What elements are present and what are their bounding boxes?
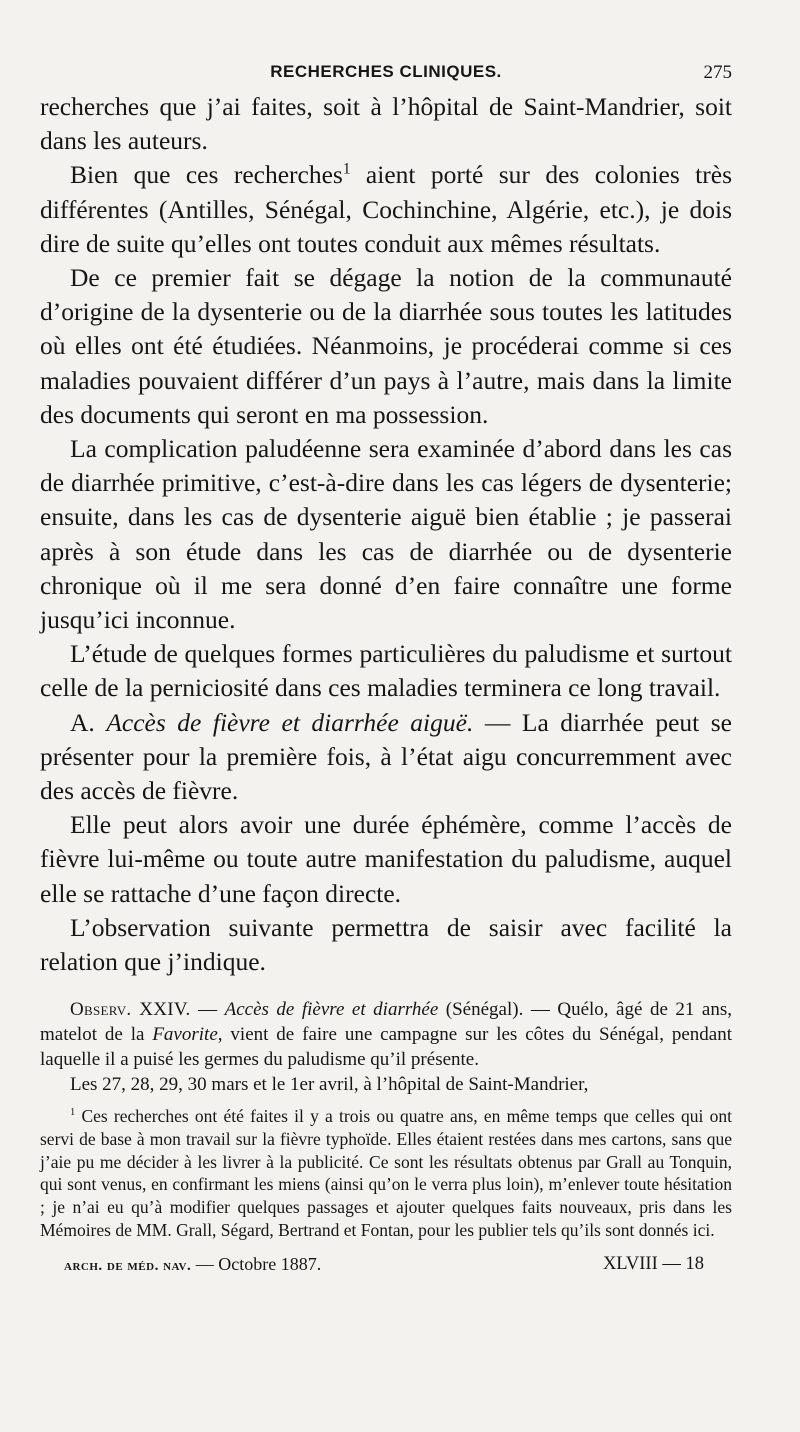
- paragraph-5: L’étude de quelques formes particulières du paludisme et surtout celle de la perniciosité dans ces maladies terminera ce long travail.: [40, 639, 732, 703]
- paragraph-6: [40, 706, 732, 809]
- volume-signature: XLVIII — 18: [602, 1253, 704, 1274]
- observation-separator: —: [190, 999, 225, 1021]
- journal-abbreviation: arch. de méd. nav.: [64, 1257, 192, 1274]
- paragraph-8: L’observation suivante permettra de saisir avec facilité la relation que j’indique.: [40, 912, 732, 977]
- ship-name: Favorite: [152, 1024, 218, 1046]
- observation-label: Observ. XXIV.: [70, 999, 191, 1021]
- running-head-title: RECHERCHES CLINIQUES.: [270, 62, 502, 81]
- footnote-marker: 1: [70, 1107, 76, 1119]
- footer-journal-date: [64, 1254, 321, 1275]
- paragraph-2: [40, 158, 732, 261]
- observation-title: Accès de fièvre et diarrhée: [224, 999, 439, 1021]
- paragraph-7: Elle peut alors avoir une durée éphémère, comme l’accès de fièvre lui-même ou toute autre manifestation du paludisme, auquel elle se rattache d’une façon directe.: [40, 810, 732, 908]
- footnote-reference[interactable]: 1: [342, 160, 351, 178]
- footnote-paragraph: [40, 1105, 732, 1241]
- paragraph-3: De ce premier fait se dégage la notion de la communauté d’origine de la dysenterie ou de la diarrhée sous toutes les latitudes où elles ont été étudiées. Néanmoins, je procéderai comme si ces maladies pouvaient différer d’un pays à l’autre, mais dans la limite des documents qui seront en ma possession.: [40, 263, 732, 429]
- observation-block: [40, 997, 732, 1097]
- paragraph-2-rest: aient porté sur des colonies très différentes (Antilles, Sénégal, Cochinchine, Algérie, etc.), je dois dire de suite qu’elles ont toutes conduit aux mêmes résultats.: [40, 160, 732, 258]
- section-title: Accès de fièvre et diarrhée aiguë.: [106, 707, 474, 737]
- observation-rest: , vient de faire une campagne sur les côtes du Sénégal, pendant laquelle il a puisé les germes du paludisme qu’il présente.: [40, 1024, 732, 1071]
- paragraph-2-start: Bien que ces recherches: [70, 160, 343, 190]
- observation-place: (Sénégal). — Quélo, âgé de 21 ans, matelot de la: [40, 999, 732, 1046]
- paragraph-4: La complication paludéenne sera examinée d’abord dans les cas de diarrhée primitive, c’est-à-dire dans les cas légers de dysenterie; ensuite, dans les cas de dysenterie aiguë bien établie ; je passerai après à son étude dans les cas de diarrhée ou de dysenterie chronique où il me sera donné d’en faire connaître une forme jusqu’ici inconnue.: [40, 434, 732, 635]
- page: [40, 62, 732, 1275]
- section-label: A.: [70, 707, 107, 737]
- footnote-text: Ces recherches ont été faites il y a trois ou quatre ans, en même temps que celles qui ont servi de base à mon travail sur la fièvre typhoïde. Elles étaient restées dans mes cartons, sans que j’aie pu me décider à les livrer à la publicité. Ce sont les résultats obtenus par Grall au Tonquin, qui sont venus, en confirmant les miens (ainsi qu’on le verra plus loin), m’enlever toute hésitation ; je n’ai eu qu’à modifier quelques passages et ajouter quelques faits nouveaux, pris dans les Mémoires de MM. Grall, Ségard, Bertrand et Fontan, pour les publier tels qu’ils sont donnés ici.: [40, 1106, 732, 1240]
- footnote: [40, 1105, 732, 1241]
- observation-paragraph-2: Les 27, 28, 29, 30 mars et le 1er avril, à l’hôpital de Saint-Mandrier,: [70, 1074, 589, 1096]
- issue-date: — Octobre 1887.: [191, 1253, 322, 1274]
- running-head: [40, 62, 732, 90]
- page-number: 275: [703, 62, 732, 83]
- page-footer: [40, 1254, 732, 1275]
- main-text: [40, 90, 732, 979]
- observation-paragraph-1: [40, 997, 732, 1072]
- paragraph-6-rest: — La diarrhée peut se présenter pour la première fois, à l’état aigu concurremment avec des accès de fièvre.: [40, 707, 732, 806]
- paragraph-1: recherches que j’ai faites, soit à l’hôpital de Saint-Mandrier, soit dans les auteurs.: [40, 92, 732, 156]
